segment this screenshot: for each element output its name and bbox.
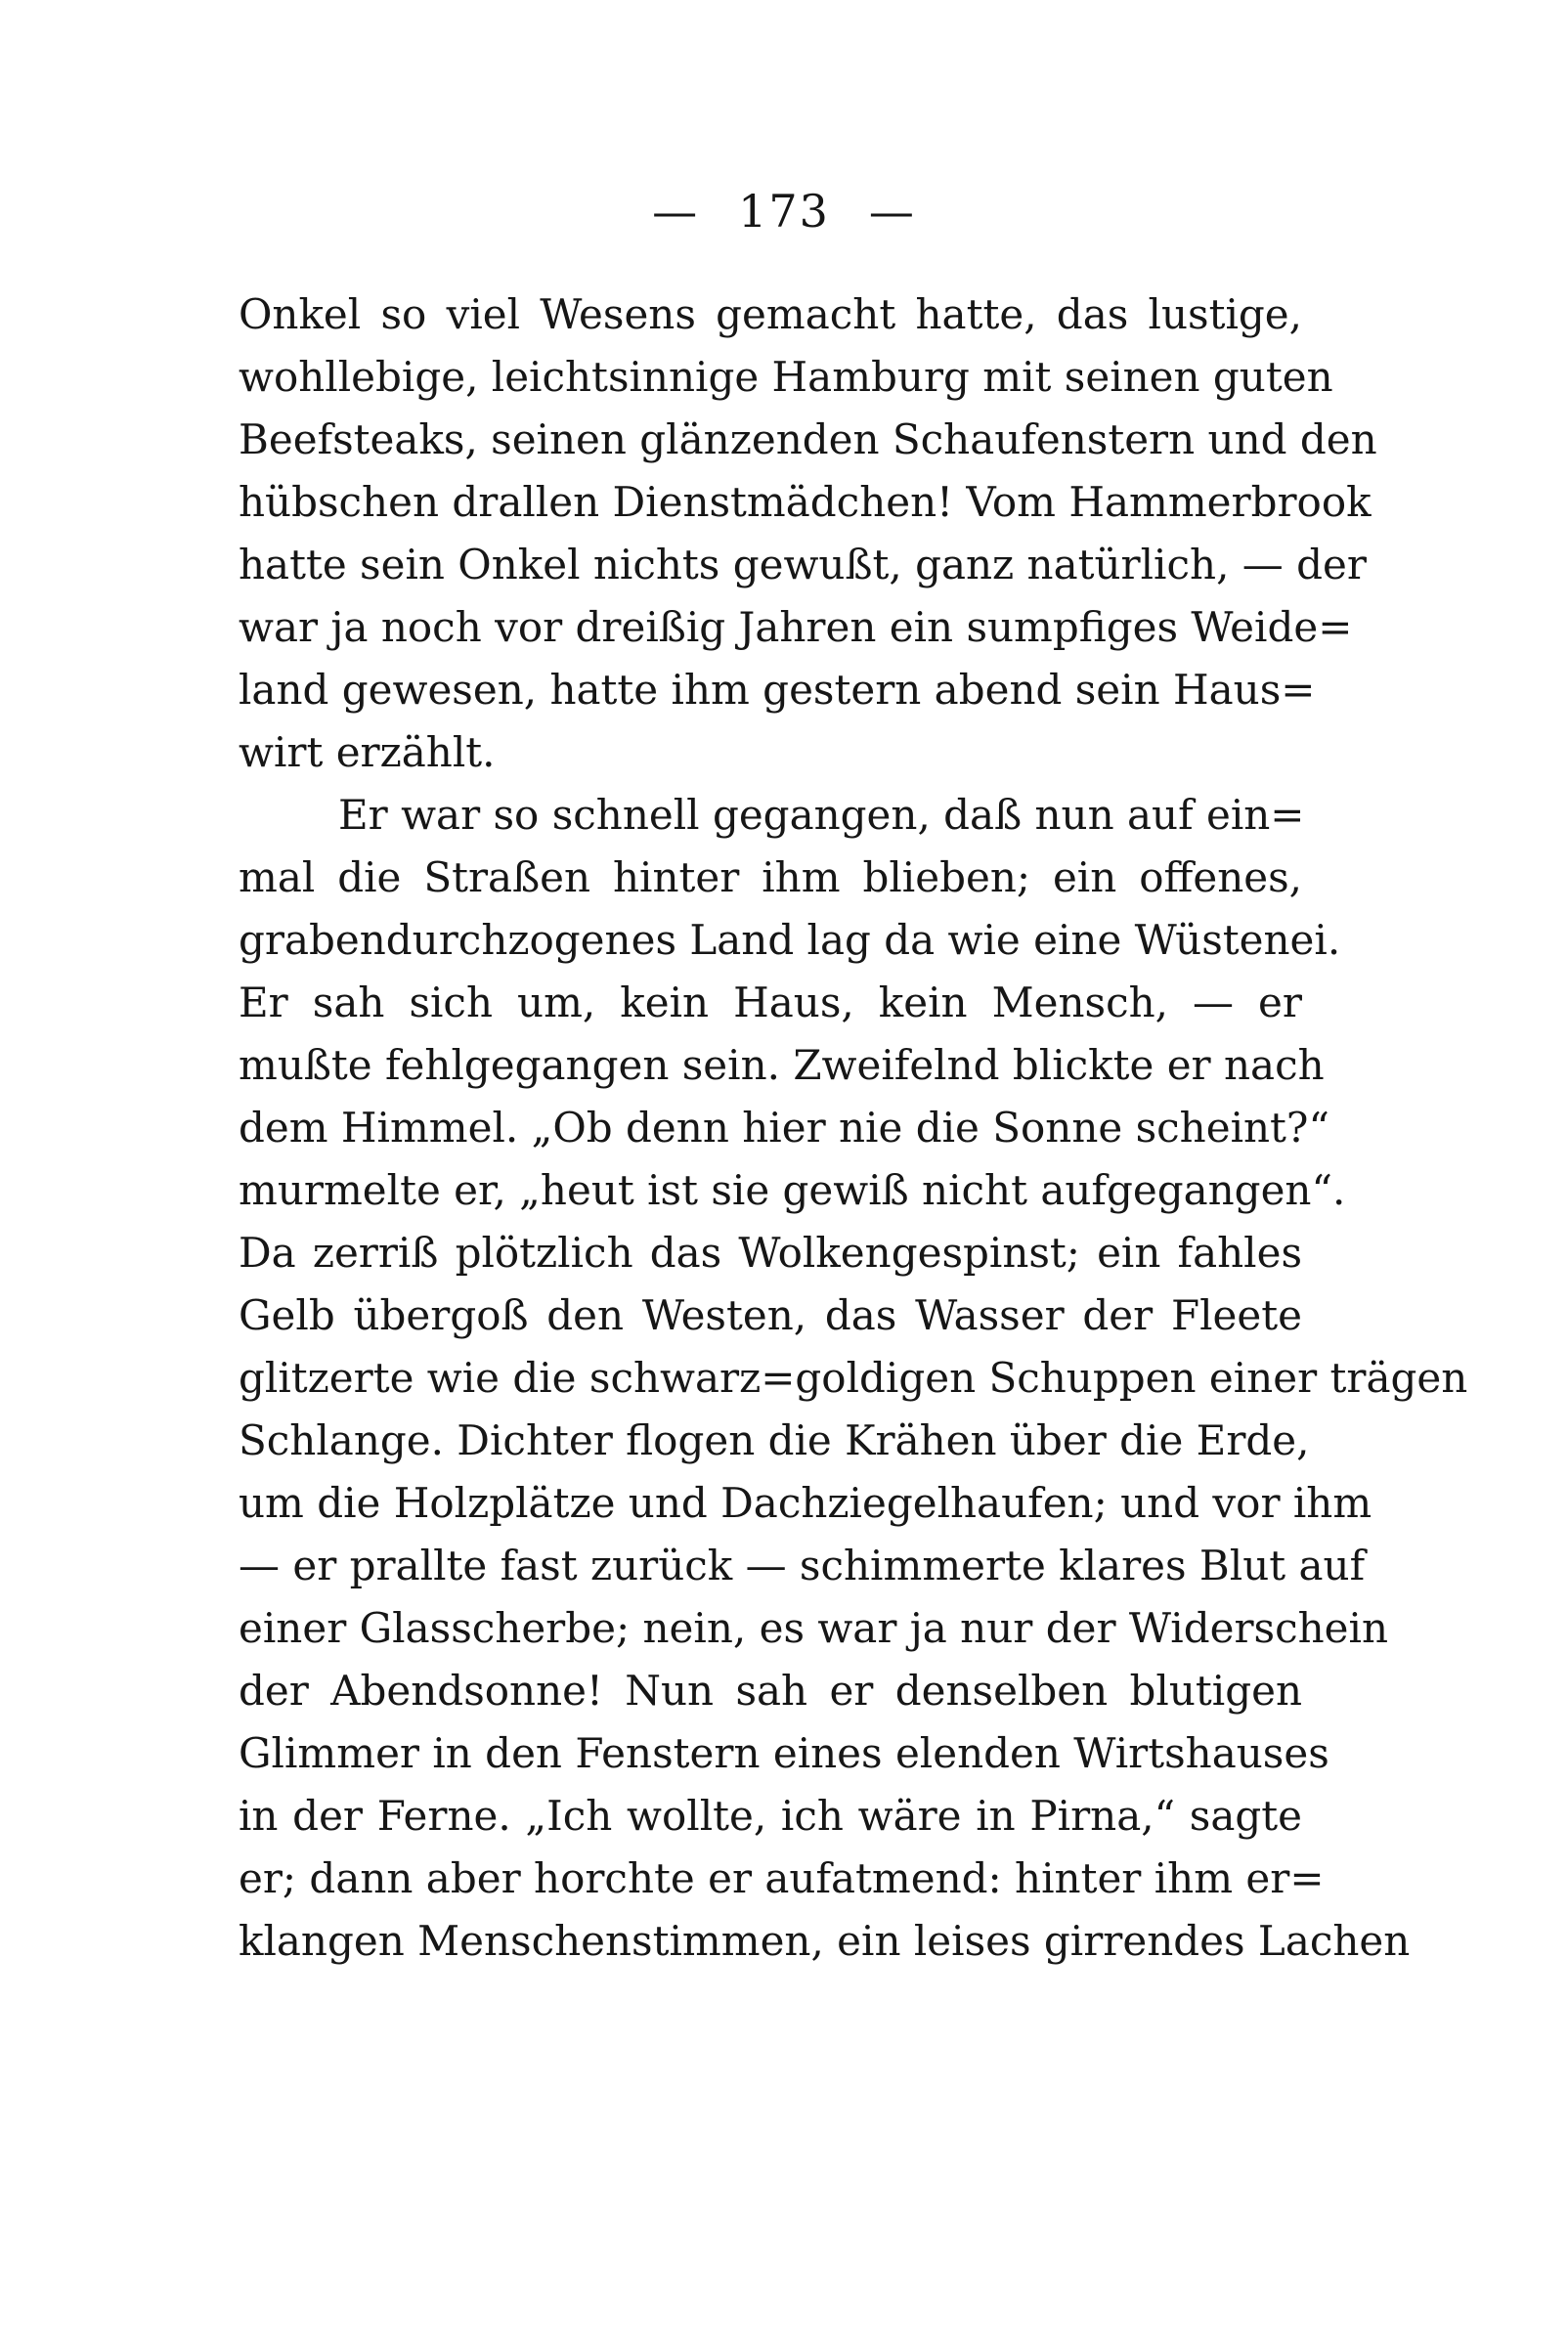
text-line: Er war so schnell gegangen, daß nun auf ein= bbox=[338, 791, 1305, 839]
text-line: mal die Straßen hinter ihm blieben; ein offenes, bbox=[239, 853, 1302, 901]
text-line: wirt erzählt. bbox=[239, 728, 496, 776]
text-line: — er prallte fast zurück — schimmerte klares Blut auf bbox=[239, 1542, 1366, 1589]
header-left-dash: — bbox=[652, 185, 700, 238]
text-line: wohllebige, leichtsinnige Hamburg mit seinen guten bbox=[239, 353, 1333, 401]
text-line: war ja noch vor dreißig Jahren ein sumpfiges Weide= bbox=[239, 603, 1353, 651]
text-line: klangen Menschenstimmen, ein leises girrendes Lachen bbox=[239, 1917, 1411, 1965]
header-right-dash: — bbox=[868, 185, 916, 238]
text-line: einer Glasscherbe; nein, es war ja nur der Widerschein bbox=[239, 1604, 1389, 1652]
text-line: er; dann aber horchte er aufatmend: hinter ihm er= bbox=[239, 1854, 1325, 1902]
page-number: 173 bbox=[738, 185, 830, 238]
text-line: Schlange. Dichter flogen die Krähen über die Erde, bbox=[239, 1416, 1310, 1464]
text-line: grabendurchzogenes Land lag da wie eine Wüstenei. bbox=[239, 916, 1341, 964]
text-line: Glimmer in den Fenstern eines elenden Wirtshauses bbox=[239, 1729, 1329, 1777]
text-line: murmelte er, „heut ist sie gewiß nicht aufgegangen“. bbox=[239, 1166, 1346, 1214]
text-line: Onkel so viel Wesens gemacht hatte, das lustige, bbox=[239, 290, 1302, 338]
text-line: Gelb übergoß den Westen, das Wasser der Fleete bbox=[239, 1291, 1302, 1339]
text-line: mußte fehlgegangen sein. Zweifelnd blickte er nach bbox=[239, 1041, 1325, 1089]
text-line: in der Ferne. „Ich wollte, ich wäre in Pirna,“ sagte bbox=[239, 1792, 1302, 1840]
text-line: Er sah sich um, kein Haus, kein Mensch, — er bbox=[239, 979, 1302, 1026]
text-line: dem Himmel. „Ob denn hier nie die Sonne scheint?“ bbox=[239, 1104, 1329, 1152]
text-line: Da zerriß plötzlich das Wolkengespinst; ein fahles bbox=[239, 1229, 1302, 1277]
text-line: Beefsteaks, seinen glänzenden Schaufenstern und den bbox=[239, 415, 1377, 463]
page-header bbox=[0, 184, 1568, 239]
text-line: glitzerte wie die schwarz=goldigen Schuppen einer trägen bbox=[239, 1354, 1468, 1402]
text-line: hübschen drallen Dienstmädchen! Vom Hammerbrook bbox=[239, 478, 1372, 526]
text-line: land gewesen, hatte ihm gestern abend sein Haus= bbox=[239, 666, 1316, 714]
text-line: hatte sein Onkel nichts gewußt, ganz natürlich, — der bbox=[239, 541, 1367, 588]
body-text bbox=[239, 283, 1468, 1973]
text-line: um die Holzplätze und Dachziegelhaufen; und vor ihm bbox=[239, 1479, 1372, 1527]
text-line: der Abendsonne! Nun sah er denselben blutigen bbox=[239, 1667, 1302, 1715]
